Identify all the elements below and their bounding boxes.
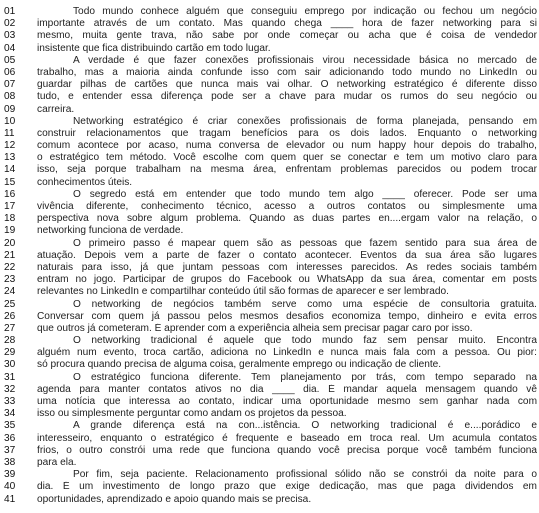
line-text: para ela. (37, 456, 77, 468)
line-number: 31 (4, 371, 16, 383)
line-number: 39 (4, 469, 16, 481)
text-line (0, 469, 539, 481)
line-text: Todo mundo conhece alguém que conseguiu emprego por indicação ou fechou um negócio (73, 6, 537, 17)
text-line (0, 177, 539, 189)
line-text: O estratégico funciona diferente. Tem planejamento por trás, com tempo separado na (73, 371, 537, 383)
text-line (0, 274, 539, 286)
text-line (0, 359, 539, 371)
text-line (0, 79, 539, 91)
line-number: 23 (4, 274, 16, 286)
line-text: carreira. (37, 103, 75, 115)
text-line (0, 43, 539, 55)
line-number: 27 (4, 322, 16, 334)
line-text: naturais para isso, já que juntam pessoas com interesses parecidos. As redes sociais também (37, 261, 537, 273)
text-line (0, 238, 539, 250)
text-line (0, 213, 539, 225)
line-number: 20 (4, 237, 16, 249)
text-line (0, 30, 539, 42)
line-number: 35 (4, 420, 16, 432)
line-text: mesmo, muita gente trava, não sabe por onde começar ou acha que é coisa de vendedor (37, 30, 537, 42)
line-number: 12 (4, 140, 16, 152)
line-number: 15 (4, 176, 16, 188)
line-number: 14 (4, 164, 16, 176)
line-text: que outros já cometeram. É aprender com a experiência alheia sem precisar pagar caro por isso. (37, 322, 473, 334)
line-text: Networking estratégico é criar conexões profissionais de forma planejada, pensando em (73, 115, 537, 127)
line-number: 09 (4, 103, 16, 115)
text-line (0, 91, 539, 103)
text-line (0, 445, 539, 457)
line-number: 10 (4, 115, 16, 127)
text-line (0, 481, 539, 493)
line-number: 33 (4, 396, 16, 407)
text-line (0, 128, 539, 140)
line-text: comum acontece por acaso, numa conversa de elevador ou num happy hour depois do trabalho, (37, 140, 537, 152)
line-number: 40 (4, 481, 16, 493)
line-number: 30 (4, 359, 16, 371)
text-line (0, 286, 539, 298)
line-text: isso ou simplesmente perguntar como andam os projetos da pessoa. (37, 408, 347, 420)
line-text: perspectiva nova sobre algum problema. Quando as duas partes en....ergam valor na relação, o (37, 213, 537, 225)
line-number: 34 (4, 408, 16, 420)
text-line (0, 201, 539, 213)
text-line (0, 323, 539, 335)
line-text: O segredo está em entender que todo mundo tem algo ____ oferecer. Pode ser uma (73, 188, 537, 200)
text-line (0, 347, 539, 359)
line-text: A verdade é que fazer conexões profissionais virou necessidade básica no mercado de (73, 54, 537, 66)
text-line (0, 262, 539, 274)
line-text: construir relacionamentos que tragam benefícios para os dois lados. Enquanto o networking (37, 127, 537, 139)
line-text: alguém num evento, troca cartão, adiciona no LinkedIn e nunca mais fala com a pessoa. Ou pior: (37, 347, 537, 359)
line-number: 38 (4, 456, 16, 468)
line-text: conhecimentos úteis. (37, 176, 133, 188)
line-text: só procura quando precisa de alguma coisa, geralmente emprego ou indicação de cliente. (37, 359, 442, 371)
line-number: 21 (4, 249, 16, 261)
text-line (0, 250, 539, 262)
line-number: 06 (4, 66, 16, 78)
line-number: 01 (4, 6, 16, 17)
text-line (0, 116, 539, 128)
line-number: 41 (4, 493, 16, 505)
line-text: tudo, e entender essa diferença pode ser a chave para mudar os rumos do seu negócio ou (37, 91, 537, 103)
line-text: agenda para manter contatos ativos no dia ____ dia. É mandar aquela mensagem quando vê (37, 383, 537, 395)
line-number: 13 (4, 152, 16, 164)
text-line (0, 311, 539, 323)
text-line (0, 396, 539, 408)
line-text: relevantes no LinkedIn e compartilhar conteúdo útil são formas de aparecer e ser lembrado. (37, 286, 449, 298)
text-line (0, 433, 539, 445)
text-line (0, 335, 539, 347)
line-number: 05 (4, 54, 16, 66)
line-text: O networking tradicional é aquele que todo mundo faz sem pensar muito. Encontra (73, 335, 537, 347)
line-text: entram no jogo. Participar de grupos do Facebook ou WhatsApp da sua área, comentar em posts (37, 274, 537, 286)
line-number: 03 (4, 30, 16, 42)
text-line (0, 457, 539, 469)
line-text: Por fim, seja paciente. Relacionamento profissional sólido não se constrói da noite para o (73, 469, 537, 481)
line-text: o estratégico tem método. Você escolhe com quem quer se conectar e tem um motivo claro para (37, 152, 537, 164)
line-number: 18 (4, 213, 16, 225)
line-text: A grande diferença está na con...istência. O networking tradicional é e....porádico e (73, 420, 537, 432)
line-number: 22 (4, 261, 16, 273)
line-number: 04 (4, 42, 16, 54)
line-text: frios, o outro constrói uma rede que funciona quando você precisa porque você também funciona (37, 444, 537, 456)
text-line (0, 104, 539, 116)
text-line (0, 152, 539, 164)
line-number: 07 (4, 79, 16, 91)
text-line (0, 299, 539, 311)
text-line (0, 164, 539, 176)
line-number: 17 (4, 201, 16, 212)
text-line (0, 67, 539, 79)
line-text: insistente que fica distribuindo cartão em todo lugar. (37, 42, 271, 54)
line-text: isso, seja porque trabalham na mesma área, enfrentam problemas parecidos ou podem trocar (37, 164, 537, 176)
line-text: atuação. Depois vem a parte de fazer o contato acontecer. Eventos da sua área são lugares (37, 249, 537, 261)
line-number: 19 (4, 225, 16, 237)
text-line (0, 384, 539, 396)
line-number: 08 (4, 91, 16, 103)
line-text: guardar pilhas de cartões que nunca mais vai olhar. O networking estratégico é diferente disso (37, 79, 537, 91)
line-text: trabalho, mas a maioria ainda confunde isso com sair adicionando todo mundo no LinkedIn ou (37, 66, 537, 78)
text-line (0, 18, 539, 30)
line-text: Conversar com quem já passou pelos mesmos desafios economiza tempo, dinheiro e evita erros (37, 310, 537, 322)
line-number: 28 (4, 335, 16, 347)
text-line (0, 494, 539, 506)
text-line (0, 189, 539, 201)
line-text: interesseiro, enquanto o estratégico é frequente e baseado em troca real. Um acumula contatos (37, 432, 537, 444)
line-number: 24 (4, 286, 16, 298)
line-number: 11 (4, 127, 15, 139)
text-line (0, 6, 539, 18)
line-number: 32 (4, 383, 16, 395)
line-text: uma notícia que interessa ao contato, indicar uma oportunidade mesmo sem ganhar nada com (37, 396, 537, 407)
line-text: dia. É um investimento de longo prazo que exige dedicação, mas que paga dividendos em (37, 481, 537, 493)
line-text: networking funciona de verdade. (37, 225, 184, 237)
line-number: 25 (4, 298, 16, 310)
text-line (0, 225, 539, 237)
text-line (0, 420, 539, 432)
line-text: O networking de negócios também serve como uma espécie de consultoria gratuita. (73, 298, 537, 310)
text-line (0, 408, 539, 420)
text-line (0, 372, 539, 384)
line-number: 29 (4, 347, 16, 359)
line-number: 26 (4, 310, 16, 322)
line-number: 36 (4, 432, 16, 444)
line-text: oportunidades, aprendizado e apoio quando mais se precisa. (37, 493, 312, 505)
line-text: importante através de um contato. Mas quando chega ____ hora de fazer networking para si (37, 18, 537, 30)
line-text: O primeiro passo é mapear quem são as pessoas que fazem sentido para sua área de (73, 237, 537, 249)
line-number: 16 (4, 188, 16, 200)
text-line (0, 55, 539, 67)
line-text: vivência diferente, conhecimento técnico, acesso a outros contatos ou simplesmente uma (37, 201, 537, 212)
line-number: 37 (4, 444, 16, 456)
line-number: 02 (4, 18, 16, 30)
text-line (0, 140, 539, 152)
numbered-text (0, 6, 539, 506)
